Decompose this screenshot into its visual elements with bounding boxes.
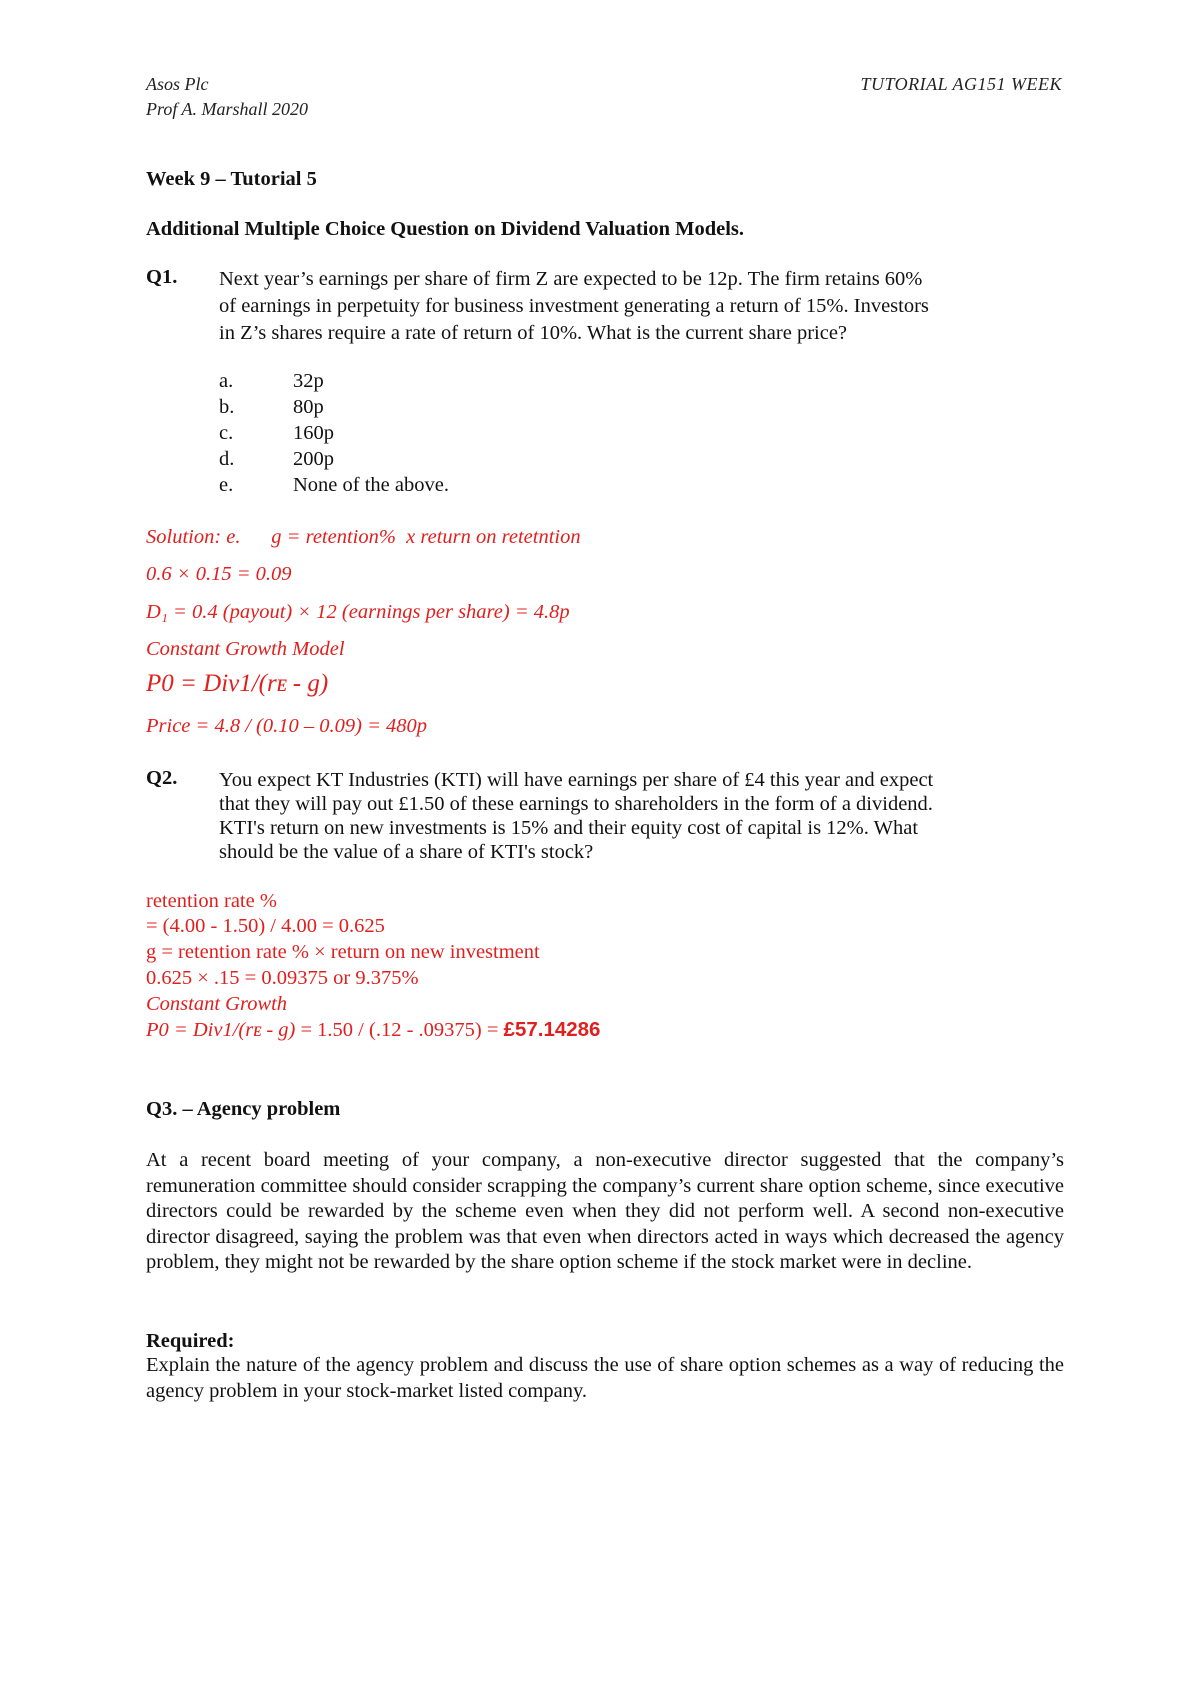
- header-course: TUTORIAL AG151 WEEK: [860, 74, 1062, 94]
- q1-solution-line1: Solution: e. g = retention% x return on retetntion: [146, 526, 581, 548]
- q1-option-b-text: 80p: [293, 396, 324, 418]
- q1-option-b-letter: b.: [219, 396, 235, 418]
- q2-solution-line2: = (4.00 - 1.50) / 4.00 = 0.625: [146, 915, 385, 937]
- q1-option-a-letter: a.: [219, 370, 234, 392]
- q1-line1: Next year’s earnings per share of firm Z are expected to be 12p. The firm retains 60%: [219, 268, 923, 290]
- q3-paragraph: At a recent board meeting of your company, a non-executive director suggested that the company’s remuneration committee should consider scrapping the company’s current share option scheme, since executive directors could be rewarded by the scheme even when they did not perform well. A second non-executive director disagreed, saying the problem was that even when directors acted in ways which decreased the agency problem, they might not be rewarded by the share option scheme if the stock market were in decline.: [146, 1149, 1064, 1273]
- q2-solution-line3: g = retention rate % × return on new investment: [146, 941, 540, 963]
- q3-required-text: Explain the nature of the agency problem and discuss the use of share option schemes as a way of reducing the agency problem in your stock-market listed company.: [146, 1354, 1064, 1402]
- q2-solution-line4: 0.625 × .15 = 0.09375 or 9.375%: [146, 967, 419, 989]
- q1-option-c-text: 160p: [293, 422, 334, 444]
- q1-solution-line3: D₁ = 0.4 (payout) × 12 (earnings per share) = 4.8p: [146, 601, 570, 623]
- q2-calculation: = 1.50 / (.12 - .09375) =: [295, 1019, 504, 1041]
- q2-answer: £57.14286: [503, 1018, 601, 1041]
- q1-solution-line2: 0.6 × 0.15 = 0.09: [146, 563, 292, 585]
- q2-label: Q2.: [146, 767, 178, 789]
- q1-label: Q1.: [146, 266, 178, 288]
- q1-solution-formula: P0 = Div1/(rᴇ - g): [146, 670, 329, 697]
- q1-option-d-text: 200p: [293, 448, 334, 470]
- q1-solution-line4: Constant Growth Model: [146, 638, 345, 660]
- q2-line3: KTI's return on new investments is 15% and their equity cost of capital is 12%. What: [219, 817, 919, 839]
- q1-option-a-text: 32p: [293, 370, 324, 392]
- q2-line1: You expect KT Industries (KTI) will have earnings per share of £4 this year and expect: [219, 769, 934, 791]
- header-author: Prof A. Marshall 2020: [146, 99, 309, 119]
- q2-solution-line5: Constant Growth: [146, 993, 288, 1015]
- q1-line2: of earnings in perpetuity for business investment generating a return of 15%. Investors: [219, 295, 929, 317]
- q2-solution-line6: [146, 1018, 600, 1042]
- page-title: Week 9 – Tutorial 5: [146, 168, 317, 190]
- q1-option-c-letter: c.: [219, 422, 234, 444]
- q2-solution-line1: retention rate %: [146, 890, 277, 912]
- q3-heading: Q3. – Agency problem: [146, 1098, 341, 1120]
- header-company: Asos Plc: [146, 74, 209, 94]
- q1-option-e-text: None of the above.: [293, 474, 449, 496]
- q1-line3: in Z’s shares require a rate of return of 10%. What is the current share price?: [219, 322, 848, 344]
- q2-line4: should be the value of a share of KTI's stock?: [219, 841, 594, 863]
- q2-formula: P0 = Div1/(rᴇ - g): [146, 1019, 296, 1041]
- q1-option-d-letter: d.: [219, 448, 235, 470]
- q1-option-e-letter: e.: [219, 474, 234, 496]
- q1-solution-price: Price = 4.8 / (0.10 – 0.09) = 480p: [146, 715, 428, 737]
- q3-required-label: Required:: [146, 1330, 235, 1352]
- q2-line2: that they will pay out £1.50 of these earnings to shareholders in the form of a dividend.: [219, 793, 933, 815]
- page-subtitle: Additional Multiple Choice Question on Dividend Valuation Models.: [146, 218, 745, 240]
